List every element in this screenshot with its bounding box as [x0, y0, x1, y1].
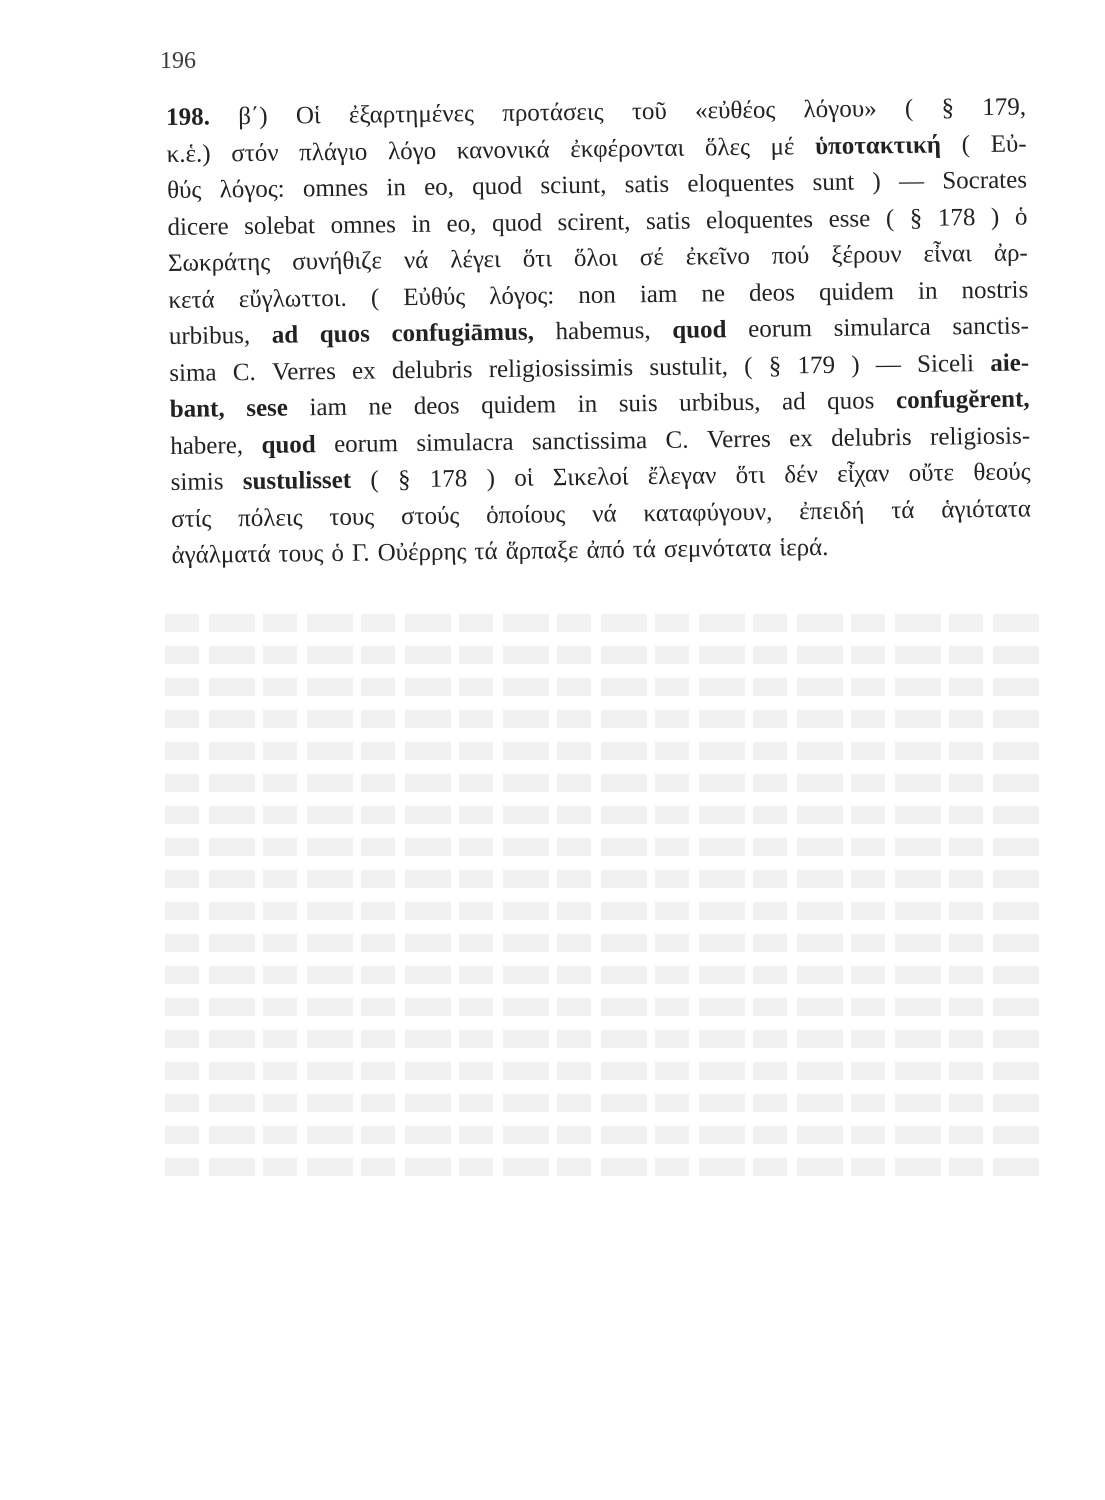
word: sanctis- — [952, 312, 1029, 341]
word: § — [909, 204, 923, 232]
bold-word: sese — [246, 394, 289, 423]
word: Verres — [706, 425, 771, 453]
word: ( — [370, 283, 380, 312]
word: λόγος: — [489, 281, 555, 310]
word: Γ. — [351, 539, 370, 567]
word: Σικελοί — [552, 463, 629, 492]
word: sciunt, — [540, 171, 607, 200]
bold-word: aie- — [990, 348, 1030, 377]
word: λόγο — [387, 137, 437, 165]
word: σέ — [639, 243, 664, 272]
word: τά — [891, 496, 915, 524]
word: eo, — [423, 173, 455, 201]
word: simularca — [833, 313, 931, 342]
word: κ.ἑ.) — [166, 139, 211, 168]
word: Εὐ- — [990, 129, 1027, 158]
word: λέγει — [450, 245, 501, 274]
word: λόγος: — [219, 175, 285, 204]
word: religiosis- — [929, 421, 1031, 451]
word: εἶχαν — [836, 460, 890, 488]
word: sima — [169, 358, 217, 387]
word: Οἱ — [295, 102, 321, 130]
word: ὁ — [1014, 202, 1028, 231]
word: εὔγλωττοι. — [238, 284, 347, 313]
word: habere, — [170, 431, 244, 460]
word: quos — [827, 387, 875, 415]
word: quod — [491, 208, 543, 237]
bold-word: confugiāmus, — [391, 318, 535, 348]
word: simulacra — [416, 428, 514, 457]
word: Οὐέρρης — [377, 538, 467, 567]
word: ) — [990, 203, 1000, 231]
word: κανονικά — [456, 135, 550, 164]
word: satis — [624, 170, 670, 199]
word: eo, — [446, 209, 477, 238]
word: ἐκεῖνο — [685, 242, 751, 271]
word: ὅτι — [735, 461, 766, 490]
word: δέν — [784, 461, 819, 489]
bold-word: ὑποτακτική — [814, 131, 942, 160]
word: ἐξαρτημένες — [348, 100, 475, 129]
word: Σωκράτης — [167, 248, 271, 277]
word: ἔλεγαν — [647, 462, 717, 491]
word: πού — [771, 242, 810, 270]
word: ὅλοι — [573, 244, 618, 273]
word: ἐκφέρονται — [570, 134, 685, 163]
word: ἀπό — [586, 536, 625, 564]
word: τους — [329, 502, 375, 531]
word: ( — [885, 204, 895, 232]
word: esse — [828, 204, 871, 233]
word: νά — [403, 246, 429, 275]
word: ( — [904, 94, 914, 122]
bold-word: bant, — [169, 395, 225, 423]
word: τά — [632, 536, 657, 564]
word: solebat — [244, 211, 316, 240]
word: εἶναι — [923, 240, 973, 268]
word: λόγου» — [803, 95, 877, 124]
word: νά — [592, 500, 617, 528]
word: scirent, — [557, 207, 631, 236]
word: 178 — [937, 203, 976, 232]
word: ξέρουν — [831, 241, 902, 269]
word: nostris — [961, 275, 1029, 304]
word: θεούς — [973, 458, 1031, 487]
word: § — [768, 352, 782, 380]
word: προτάσεις — [502, 98, 604, 127]
word: πόλεις — [237, 503, 303, 532]
word: 179, — [982, 93, 1027, 122]
word: eloquentes — [705, 205, 814, 234]
word: deos — [748, 278, 796, 307]
word: ) — [486, 465, 496, 493]
word: eorum — [747, 315, 813, 343]
word: «εὐθέος — [694, 96, 776, 125]
word: in — [917, 277, 938, 305]
word: simis — [170, 468, 224, 496]
word: sustulit, — [649, 352, 729, 381]
bold-word: ad — [271, 321, 299, 349]
word: ( — [744, 352, 753, 380]
word: delubris — [830, 423, 912, 452]
word: ὅλες — [704, 133, 751, 161]
word: 178 — [429, 465, 468, 493]
word: dicere — [167, 212, 229, 241]
word: ἱερά. — [779, 533, 829, 562]
bold-word: sustulisset — [242, 466, 352, 496]
word: συνήθιζε — [291, 247, 383, 276]
word: sunt — [812, 168, 855, 197]
word: στούς — [400, 501, 460, 530]
word: ) — [851, 351, 860, 379]
word: Siceli — [916, 349, 975, 378]
word: religiosissimis — [488, 353, 634, 383]
word: ( — [961, 130, 971, 158]
word: Verres — [271, 357, 337, 386]
word: eloquentes — [687, 169, 795, 198]
word: omnes — [302, 174, 369, 203]
word: ad — [781, 388, 806, 416]
word: στίς — [170, 504, 212, 533]
word: ( — [370, 466, 379, 494]
word: Socrates — [942, 166, 1028, 195]
word: ὁποίους — [486, 500, 566, 529]
bold-word: quod — [261, 430, 316, 459]
word: § — [941, 94, 955, 122]
section-198-paragraph — [166, 89, 1032, 574]
word: Εὐθύς — [403, 282, 466, 311]
page-number: 196 — [160, 48, 196, 74]
word: urbibus, — [679, 388, 761, 417]
word: ne — [701, 279, 726, 307]
word: sanctissima — [531, 426, 648, 456]
word: § — [397, 466, 411, 494]
word: in — [386, 174, 407, 202]
word: C. — [665, 426, 689, 454]
word: ἀγάλματά — [171, 540, 271, 569]
word: ἁγιότατα — [941, 494, 1032, 524]
word: 179 — [797, 351, 836, 379]
word: iam — [639, 280, 678, 308]
word: οἱ — [514, 464, 534, 492]
word: in — [577, 390, 598, 418]
word: τά — [474, 537, 498, 566]
word: in — [411, 210, 432, 238]
word: eorum — [333, 429, 399, 458]
word: omnes — [330, 210, 397, 239]
word: quidem — [818, 277, 895, 306]
word: μέ — [770, 132, 795, 161]
word: πλάγιο — [299, 138, 368, 166]
word: σεμνότατα — [663, 534, 772, 563]
word: ὁ — [331, 539, 345, 568]
word: non — [578, 281, 616, 309]
word: — — [875, 350, 901, 378]
word: ne — [368, 393, 393, 421]
word: suis — [618, 390, 658, 418]
word: β΄) — [238, 102, 268, 131]
word: quidem — [480, 391, 557, 420]
bold-word: 198. — [166, 103, 211, 131]
bleed-through-text — [165, 600, 1045, 1460]
word: ἐπειδή — [799, 496, 865, 525]
word: ὅτι — [522, 245, 553, 273]
word: — — [898, 167, 925, 196]
bold-word: quos — [319, 320, 371, 349]
word: κετά — [168, 285, 215, 314]
word: habemus, — [555, 317, 651, 346]
word: ex — [788, 424, 813, 452]
word: τοῦ — [631, 97, 667, 126]
word: καταφύγουν, — [643, 498, 773, 527]
word: οὔτε — [908, 459, 955, 487]
bold-word: quod — [672, 316, 727, 344]
bold-word: confugĕrent, — [895, 385, 1030, 415]
word: C. — [232, 358, 256, 386]
word: στόν — [231, 139, 279, 167]
word: quod — [472, 172, 523, 201]
word: ) — [872, 168, 881, 196]
word: ex — [351, 356, 376, 385]
word: deos — [413, 392, 460, 420]
word: ἀρ- — [993, 239, 1028, 267]
word: iam — [309, 393, 348, 422]
word: satis — [645, 207, 691, 235]
word: delubris — [391, 355, 473, 384]
word: τους — [278, 540, 324, 568]
word: ἅρπαξε — [505, 536, 579, 565]
word: urbibus, — [168, 321, 251, 350]
word: θύς — [166, 176, 202, 204]
